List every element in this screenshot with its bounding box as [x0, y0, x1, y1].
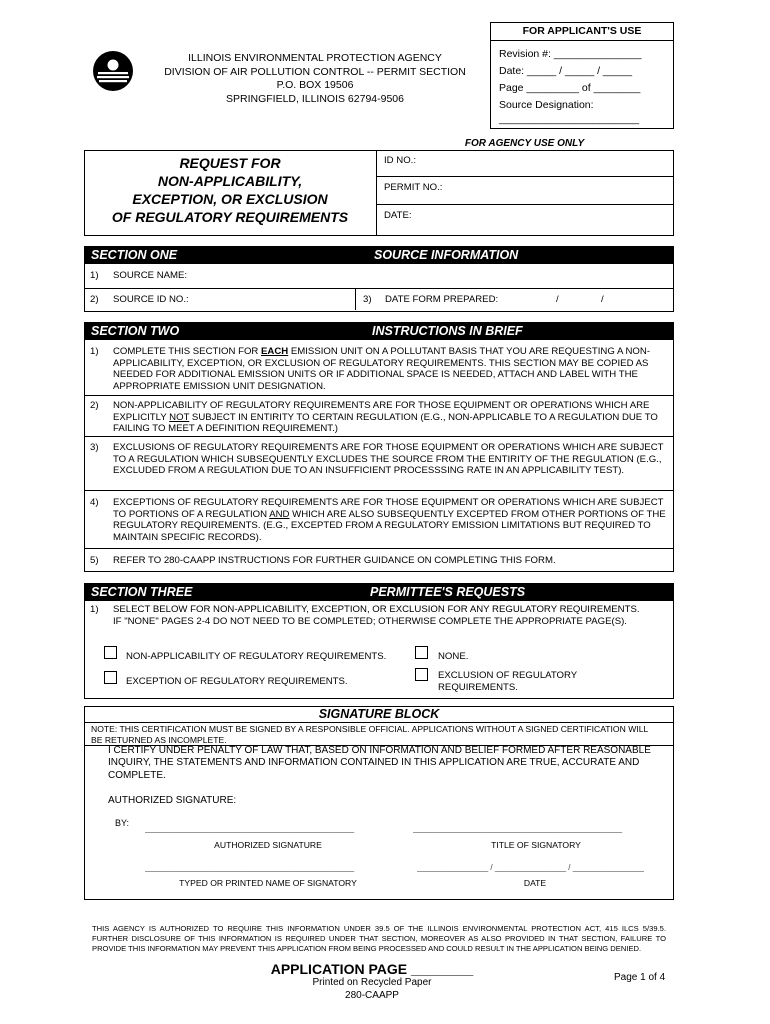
applicant-use-box — [490, 22, 674, 129]
none-checkbox[interactable] — [415, 646, 428, 659]
authorized-signature-caption: AUTHORIZED SIGNATURE — [214, 840, 322, 850]
section-three-header: SECTION THREE PERMITTEE'S REQUESTS — [84, 583, 674, 601]
agency-division: DIVISION OF AIR POLLUTION CONTROL -- PERMIT SECTION — [164, 65, 466, 78]
page-field[interactable]: Page _________ of ________ — [499, 82, 641, 94]
agency-name: ILLINOIS ENVIRONMENTAL PROTECTION AGENCY — [188, 52, 442, 64]
agency-city: SPRINGFIELD, ILLINOIS 62794-9506 — [225, 92, 404, 105]
none-label: NONE. — [438, 651, 469, 662]
source-name-field[interactable]: SOURCE NAME: — [113, 270, 188, 281]
section-two-header: SECTION TWO INSTRUCTIONS IN BRIEF — [84, 322, 674, 340]
title-signatory-caption: TITLE OF SIGNATORY — [491, 840, 581, 850]
exclusion-label: EXCLUSION OF REGULATORY REQUIREMENTS. — [438, 670, 577, 693]
applicant-box-title: FOR APPLICANT'S USE — [522, 25, 642, 37]
source-id-field[interactable]: SOURCE ID NO.: — [113, 294, 189, 305]
exception-label: EXCEPTION OF REGULATORY REQUIREMENTS. — [126, 676, 348, 687]
section-three-question: SELECT BELOW FOR NON-APPLICABILITY, EXCEPTION, OR EXCLUSION FOR ANY REGULATORY REQUIREMENTS. IF "NONE" PAGES 2-4 DO NOT NEED TO BE COMPLETED; OTHERWISE COMPLETE THE APPROPRIATE PAGE(S). — [113, 604, 640, 627]
instruction-4: EXCEPTIONS OF REGULATORY REQUIREMENTS ARE FOR THOSE EQUIPMENT OR OPERATIONS WHICH ARE SUBJECT TO PORTIONS OF A REGULATION AND WHICH ARE ALSO SUBSEQUENTLY EXCEPTED FROM OTHER PORTIONS OF THE REGULATORY REQUIREMENTS. (E.G., EXCEPTED FROM A REGULATORY EMISSION LIMITATIONS BUT REQUIRED TO MAINTAIN SPECIFIC RECORDS). — [113, 497, 666, 543]
signature-note: NOTE: THIS CERTIFICATION MUST BE SIGNED BY A RESPONSIBLE OFFICIAL. APPLICATIONS WITHOUT A SIGNED CERTIFICATION WILL BE RETURNED AS INCOMPLETE. — [91, 724, 648, 745]
authorized-signature-line[interactable]: _______________________________________________ — [145, 824, 355, 833]
date-prepared-field[interactable]: DATE FORM PREPARED: — [385, 294, 499, 305]
date-line[interactable]: ________________ / ________________ / ________________ — [417, 863, 644, 872]
section-one-header: SECTION ONE SOURCE INFORMATION — [84, 246, 674, 264]
instruction-1: COMPLETE THIS SECTION FOR EACH EMISSION UNIT ON A POLLUTANT BASIS THAT YOU ARE REQUESTING A NON-APPLICABILITY, EXCEPTION, OR EXCLUSION OF REGULATORY REQUIREMENTS. THIS SECTION MAY BE COPIED AS NEEDED FOR ADDITIONAL EMISSION UNITS OR IF ADDITIONAL SPACE IS NEEDED, ATTACH AND LABEL WITH THE APPROPRIATE EMISSION UNIT DESIGNATION. — [113, 346, 651, 392]
recycled-paper-note: Printed on Recycled Paper — [312, 977, 432, 988]
agency-header — [140, 52, 490, 106]
revision-field[interactable]: Revision #: _______________ — [499, 48, 642, 60]
source-designation-field[interactable]: ________________________ — [499, 113, 640, 125]
section-one-body: 1) SOURCE NAME: 2) SOURCE ID NO.: 3) DATE FORM PREPARED: / / — [84, 264, 674, 312]
signature-block-title: SIGNATURE BLOCK — [318, 707, 440, 721]
certification-text: I CERTIFY UNDER PENALTY OF LAW THAT, BASED ON INFORMATION AND BELIEF FORMED AFTER REASONABLE INQUIRY, THE STATEMENTS AND INFORMATION CONTAINED IN THIS APPLICATION ARE TRUE, ACCURATE AND COMPLETE. — [108, 745, 651, 781]
signature-block — [84, 706, 674, 900]
instruction-2: NON-APPLICABILITY OF REGULATORY REQUIREMENTS ARE FOR THOSE EQUIPMENT OR OPERATIONS WHICH ARE EXPLICITLY NOT SUBJECT IN ENTIRITY TO CERTAIN REGULATION (E.G., NON-APPLICABLE TO A REGULATION DUE TO FAILING TO MEET A DEFINITION REQUIREMENT.) — [113, 400, 658, 435]
agency-id-no[interactable]: ID NO.: — [384, 155, 416, 166]
exclusion-checkbox[interactable] — [415, 668, 428, 681]
application-page-label: APPLICATION PAGE ________ — [270, 961, 474, 977]
exception-checkbox[interactable] — [104, 671, 117, 684]
form-title: REQUEST FOR NON-APPLICABILITY, EXCEPTION, OR EXCLUSION OF REGULATORY REQUIREMENTS — [111, 155, 349, 225]
nonapplicability-checkbox[interactable] — [104, 646, 117, 659]
section-two-body: 1) COMPLETE THIS SECTION FOR EACH EMISSION UNIT ON A POLLUTANT BASIS THAT YOU ARE REQUESTING A NON-APPLICABILITY, EXCEPTION, OR EXCLUSION OF REGULATORY REQUIREMENTS. THIS SECTION MAY BE COPIED AS NEEDED FOR ADDITIONAL EMISSION UNITS OR IF ADDITIONAL SPACE IS NEEDED, ATTACH AND LABEL WITH THE APPROPRIATE EMISSION UNIT DESIGNATION. 2) NON-APPLICABILITY OF REGULATORY REQUIREMENTS ARE FOR THOSE EQUIPMENT OR OPERATIONS WHICH ARE EXPLICITLY NOT SUBJECT IN ENTIRITY TO CERTAIN REGULATION (E.G., NON-APPLICABLE TO A REGULATION DUE TO FAILING TO MEET A DEFINITION REQUIREMENT.) 3) EXCLUSIONS OF REGULATORY REQUIREMENTS ARE FOR THOSE EQUIPMENT OR OPERATIONS WHICH ARE SUBJECT TO A REGULATION WHICH SUBSEQUENTLY EXCLUDES THE SOURCE FROM THE ENTIRITY OF THE REGULATION (E.G., EXCLUDED FROM A REGULATION DUE TO AN INSUFFICIENT PROCESSSING RATE IN AN APPLICABILITY TEST). 4) EXCEPTIONS OF REGULATORY REQUIREMENTS ARE FOR THOSE EQUIPMENT OR OPERATIONS WHICH ARE SUBJECT TO PORTIONS OF A REGULATION AND WHICH ARE ALSO SUBSEQUENTLY EXCEPTED FROM OTHER PORTIONS OF THE REGULATORY REQUIREMENTS. (E.G., EXCEPTED FROM A REGULATORY EMISSION LIMITATIONS BUT REQUIRED TO MAINTAIN SPECIFIC RECORDS). 5) REFER TO 280-CAAPP INSTRUCTIONS FOR FURTHER GUIDANCE ON COMPLETING THIS FORM. — [84, 340, 674, 572]
date-caption: DATE — [523, 878, 547, 888]
typed-name-line[interactable]: _______________________________________________ — [145, 863, 355, 872]
page-of-label: Page 1 of 4 — [614, 972, 666, 983]
agency-permit-no[interactable]: PERMIT NO.: — [384, 182, 443, 193]
instruction-5: REFER TO 280-CAAPP INSTRUCTIONS FOR FURTHER GUIDANCE ON COMPLETING THIS FORM. — [113, 555, 556, 566]
typed-name-caption: TYPED OR PRINTED NAME OF SIGNATORY — [179, 878, 357, 888]
by-label: BY: — [115, 818, 130, 828]
title-signatory-line[interactable]: _______________________________________________ — [413, 824, 623, 833]
date-field[interactable]: Date: _____ / _____ / _____ — [499, 65, 633, 77]
disclosure-text: THIS AGENCY IS AUTHORIZED TO REQUIRE THIS INFORMATION UNDER 39.5 OF THE ILLINOIS ENVIRONMENTAL PROTECTION ACT, 415 ILCS 5/39.5. FURTHER DISCLOSURE OF THIS INFORMATION IS REQUIRED UNDER THAT SECTION, MOREOVER AS ALSO PROVIDED IN THAT SECTION, FAILURE TO PROVIDE THIS INFORMATION MAY PREVENT THIS APPLICATION FROM BEING PROCESSED AND COULD RESULT IN THE APPLICATION BEING DENIED. — [92, 924, 666, 954]
agency-logo — [92, 50, 134, 92]
agency-pobox: P.O. BOX 19506 — [276, 79, 354, 91]
authorized-signature-heading: AUTHORIZED SIGNATURE: — [108, 795, 237, 806]
section-three-body: 1) SELECT BELOW FOR NON-APPLICABILITY, EXCEPTION, OR EXCLUSION FOR ANY REGULATORY REQUIREMENTS. IF "NONE" PAGES 2-4 DO NOT NEED TO BE COMPLETED; OTHERWISE COMPLETE THE APPROPRIATE PAGE(S). NON-APPLICABILITY OF REGULATORY REQUIREMENTS. NONE. EXCEPTION OF REGULATORY REQUIREMENTS. EXCLUSION OF REGULATORY REQUIREMENTS. — [84, 601, 674, 699]
agency-date[interactable]: DATE: — [384, 210, 412, 221]
title-box — [84, 150, 674, 236]
instruction-3: EXCLUSIONS OF REGULATORY REQUIREMENTS ARE FOR THOSE EQUIPMENT OR OPERATIONS WHICH ARE SUBJECT TO A REGULATION WHICH SUBSEQUENTLY EXCLUDES THE SOURCE FROM THE ENTIRITY OF THE REGULATION (E.G., EXCLUDED FROM A REGULATION DUE TO AN INSUFFICIENT PROCESSSING RATE IN AN APPLICABILITY TEST). — [113, 442, 664, 477]
agency-use-title: FOR AGENCY USE ONLY — [464, 138, 585, 149]
nonapplicability-label: NON-APPLICABILITY OF REGULATORY REQUIREMENTS. — [126, 651, 387, 662]
source-designation-label: Source Designation: — [499, 99, 594, 111]
form-code: 280-CAAPP — [345, 990, 399, 1001]
